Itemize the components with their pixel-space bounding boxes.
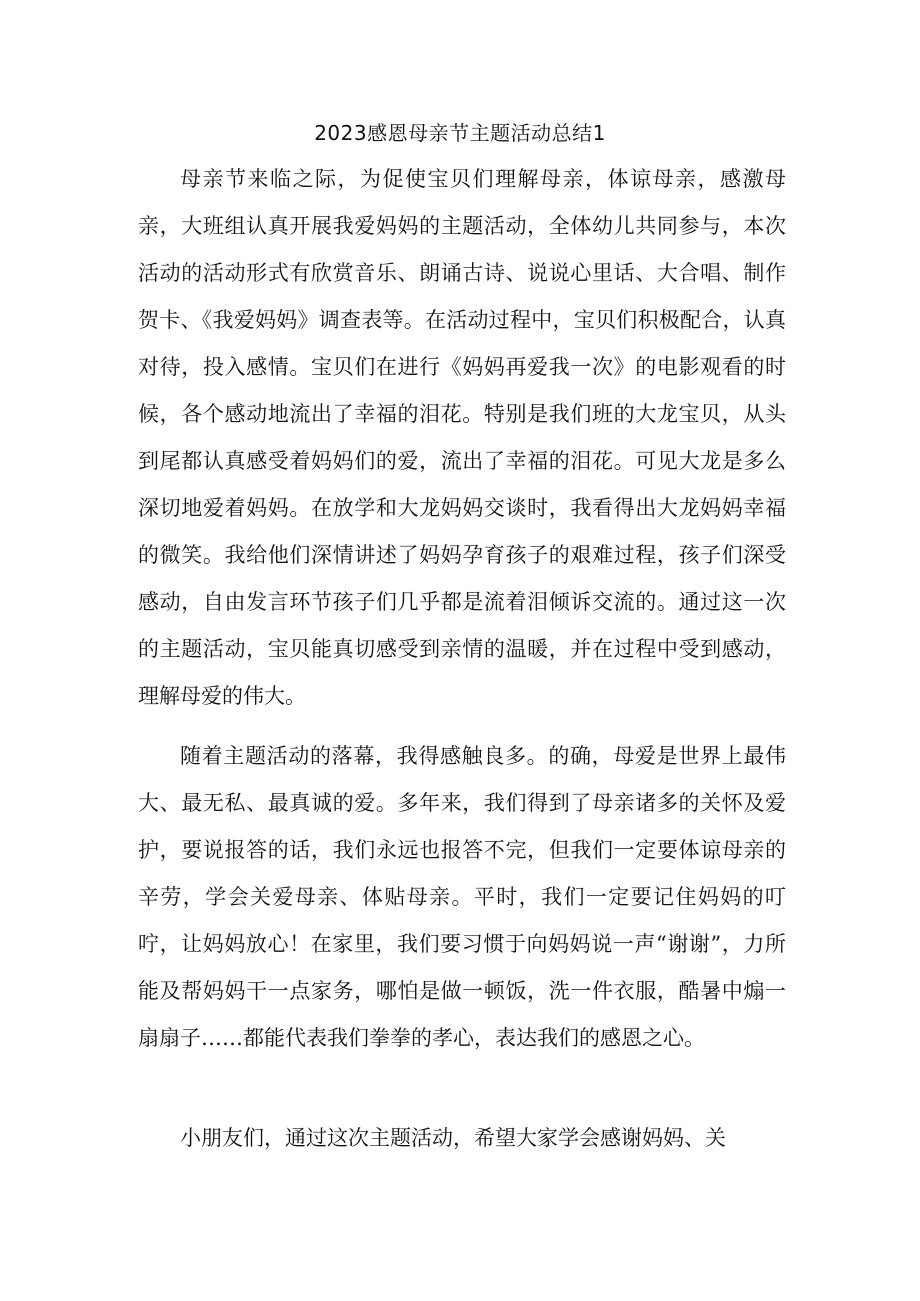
document-title: 2023感恩母亲节主题活动总结1 [314, 121, 606, 145]
paragraph-1-block [138, 156, 786, 720]
paragraph-1: 母亲节来临之际，为促使宝贝们理解母亲，体谅母亲，感激母亲，大班组认真开展我爱妈妈的主题活动，全体幼儿共同参与，本次活动的活动形式有欣赏音乐、朗诵古诗、说说心里话、大合唱、制作贺卡、《我爱妈妈》调查表等。在活动过程中，宝贝们积极配合，认真对待，投入感情。宝贝们在进行《妈妈再爱我一次》的电影观看的时候，各个感动地流出了幸福的泪花。特别是我们班的大龙宝贝，从头到尾都认真感受着妈妈们的爱，流出了幸福的泪花。可见大龙是多么深切地爱着妈妈。在放学和大龙妈妈交谈时，我看得出大龙妈妈幸福的微笑。我给他们深情讲述了妈妈孕育孩子的艰难过程，孩子们深受感动，自由发言环节孩子们几乎都是流着泪倾诉交流的。通过这一次的主题活动，宝贝能真切感受到亲情的温暖，并在过程中受到感动，理解母爱的伟大。 [138, 167, 786, 708]
paragraph-2-block [138, 733, 786, 1062]
paragraph-3-block [138, 1115, 786, 1162]
paragraph-2: 随着主题活动的落幕，我得感触良多。的确，母爱是世界上最伟大、最无私、最真诚的爱。多年来，我们得到了母亲诸多的关怀及爱护，要说报答的话，我们永远也报答不完，但我们一定要体谅母亲的辛劳，学会关爱母亲、体贴母亲。平时，我们一定要记住妈妈的叮咛，让妈妈放心！在家里，我们要习惯于向妈妈说一声“谢谢”，力所能及帮妈妈干一点家务，哪怕是做一顿饭，洗一件衣服，酷暑中煽一扇扇子……都能代表我们拳拳的孝心，表达我们的感恩之心。 [138, 744, 786, 1050]
paragraph-3: 小朋友们，通过这次主题活动，希望大家学会感谢妈妈、关 [180, 1126, 726, 1150]
